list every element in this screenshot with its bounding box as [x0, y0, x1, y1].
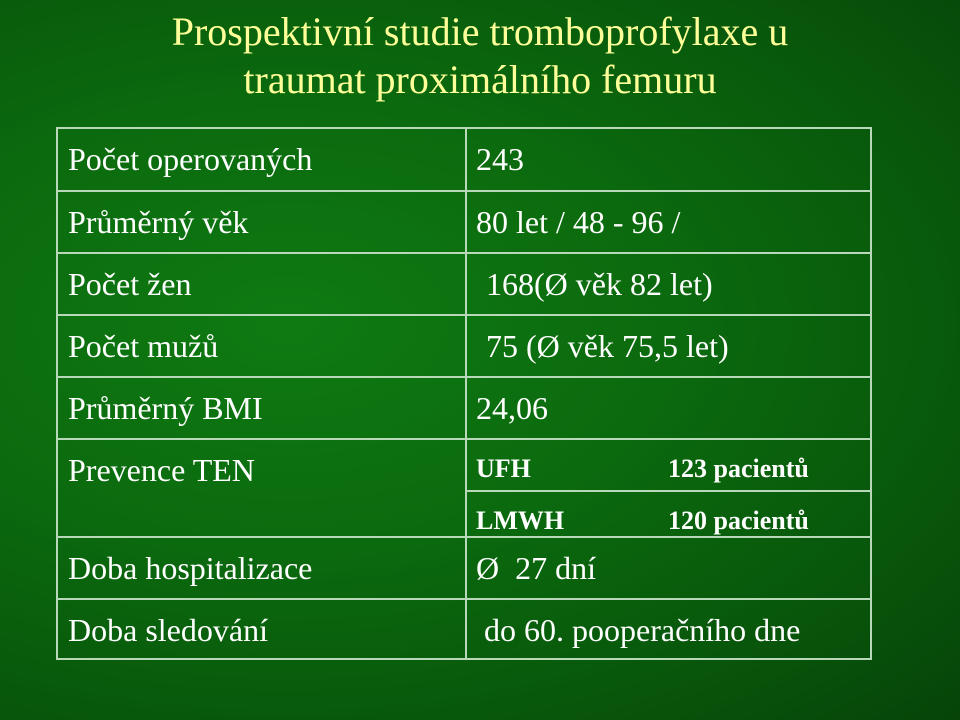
drug-name: LMWH: [476, 506, 565, 535]
row-label: Počet žen: [68, 266, 192, 302]
table-row: [58, 598, 870, 660]
slide-title: [0, 8, 960, 104]
title-line-1: Prospektivní studie tromboprofylaxe u: [171, 9, 789, 54]
row-value: 243: [476, 141, 524, 177]
row-value: 75 (Ø věk 75,5 let): [486, 328, 729, 364]
row-label: Doba hospitalizace: [68, 550, 313, 586]
table-row: [58, 252, 870, 314]
drug-name: UFH: [476, 454, 531, 483]
row-label: Počet mužů: [68, 328, 219, 364]
patient-count: 123 pacientů: [668, 454, 809, 483]
study-table: [56, 127, 872, 660]
table-row: [58, 129, 870, 190]
table-row: [58, 438, 870, 548]
row-value: do 60. pooperačního dne: [484, 612, 801, 648]
row-label: Doba sledování: [68, 612, 268, 648]
row-value: Ø 27 dní: [476, 550, 596, 586]
row-label: Průměrný BMI: [68, 390, 263, 426]
title-line-2: traumat proximálního femuru: [243, 57, 717, 102]
row-value: 24,06: [476, 390, 548, 426]
table-row: [58, 190, 870, 252]
table-row: [58, 376, 870, 438]
row-label: Prevence TEN: [68, 452, 255, 488]
table-row: [58, 536, 870, 598]
row-label: Průměrný věk: [68, 204, 249, 240]
patient-count: 120 pacientů: [668, 506, 809, 535]
table-row: [58, 314, 870, 376]
row-label: Počet operovaných: [68, 141, 313, 177]
row-value: 168(Ø věk 82 let): [486, 266, 713, 302]
sub-row-divider: [467, 490, 870, 492]
row-value: 80 let / 48 - 96 /: [476, 204, 681, 240]
